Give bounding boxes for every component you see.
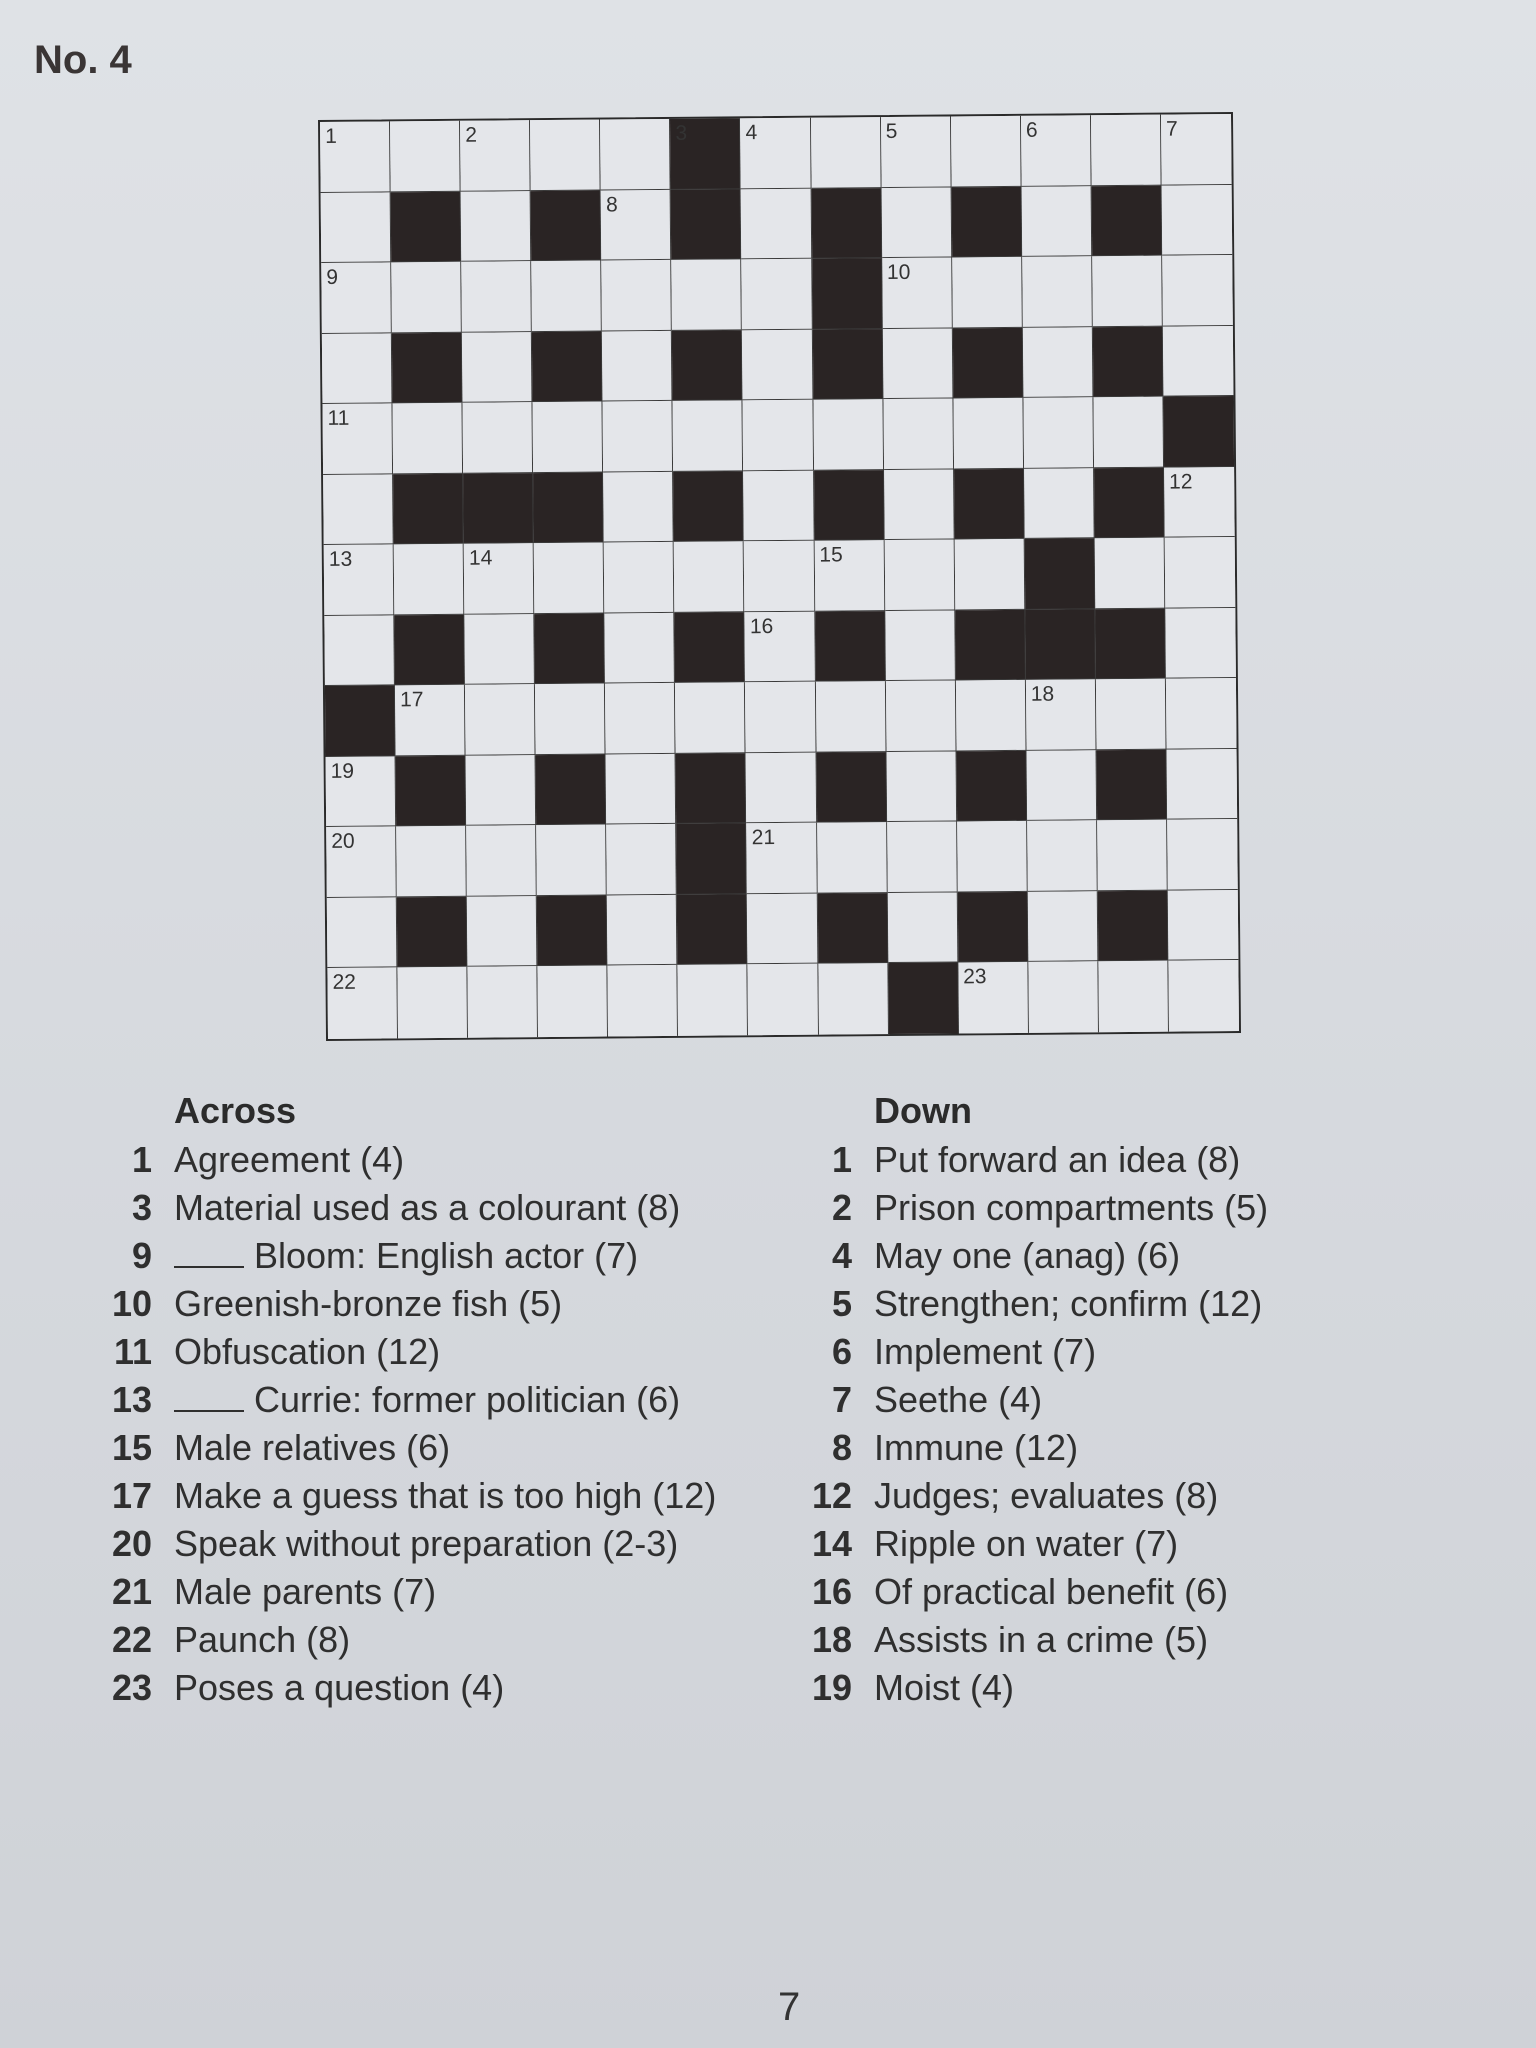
grid-block	[1095, 608, 1166, 679]
grid-cell[interactable]	[1161, 114, 1232, 185]
grid-cell[interactable]	[605, 683, 676, 754]
grid-block	[812, 329, 883, 400]
across-clue	[100, 1184, 760, 1232]
grid-block	[535, 613, 606, 684]
grid-cell[interactable]	[536, 825, 607, 896]
grid-cell[interactable]	[466, 826, 537, 897]
down-clue	[800, 1328, 1360, 1376]
clue-text-content: Moist (4)	[874, 1667, 1015, 1708]
cell-number: 16	[749, 614, 774, 639]
cell-number: 4	[745, 121, 758, 145]
grid-cell[interactable]	[605, 613, 676, 684]
clue-text-content: Prison compartments (5)	[874, 1187, 1269, 1228]
grid-cell[interactable]	[953, 398, 1024, 469]
grid-cell[interactable]	[1027, 821, 1098, 892]
clue-text-content: Judges; evaluates (8)	[874, 1475, 1219, 1516]
grid-block	[1163, 396, 1234, 467]
grid-cell[interactable]	[322, 333, 393, 404]
grid-cell[interactable]	[397, 967, 468, 1038]
grid-block	[953, 327, 1024, 398]
grid-block	[394, 615, 465, 686]
grid-cell[interactable]	[1021, 115, 1092, 186]
grid-cell[interactable]	[602, 260, 673, 331]
across-clue	[100, 1376, 760, 1424]
grid-cell[interactable]	[884, 469, 955, 540]
clue-number: 15	[111, 1427, 152, 1468]
grid-cell[interactable]	[747, 894, 818, 965]
down-clue	[800, 1472, 1360, 1520]
cell-number: 3	[675, 121, 688, 145]
grid-block	[392, 332, 463, 403]
grid-block	[325, 686, 396, 757]
grid-block	[956, 751, 1027, 822]
grid-cell[interactable]	[954, 539, 1025, 610]
grid-cell[interactable]	[747, 823, 818, 894]
grid-cell[interactable]	[327, 968, 398, 1039]
grid-block	[397, 897, 468, 968]
grid-cell[interactable]	[321, 192, 392, 263]
clue-text	[174, 1232, 760, 1280]
clue-text-content: Assists in a crime (5)	[874, 1619, 1209, 1660]
clue-number: 12	[811, 1475, 852, 1516]
clue-text-content: Male parents (7)	[174, 1571, 437, 1612]
grid-block	[672, 330, 743, 401]
grid-block	[951, 186, 1022, 257]
across-heading: Across	[174, 1090, 297, 1131]
down-clue	[800, 1184, 1360, 1232]
grid-cell[interactable]	[1021, 186, 1092, 257]
across-clue	[100, 1328, 760, 1376]
clue-number: 17	[111, 1475, 152, 1516]
clue-number: 13	[111, 1379, 152, 1420]
grid-cell[interactable]	[887, 892, 958, 963]
grid-cell[interactable]	[1026, 750, 1097, 821]
across-clue	[100, 1568, 760, 1616]
grid-block	[1024, 538, 1095, 609]
grid-cell[interactable]	[1165, 608, 1236, 679]
down-clue	[800, 1280, 1360, 1328]
grid-block	[954, 469, 1025, 540]
clue-text-content: Bloom: English actor (7)	[254, 1235, 639, 1276]
grid-cell[interactable]	[745, 682, 816, 753]
clue-text	[874, 1472, 1360, 1520]
grid-cell[interactable]	[1168, 890, 1239, 961]
clue-text	[174, 1520, 760, 1568]
grid-cell[interactable]	[396, 826, 467, 897]
grid-block	[814, 470, 885, 541]
grid-cell[interactable]	[1162, 255, 1233, 326]
grid-cell[interactable]	[604, 542, 675, 613]
cell-number: 22	[332, 971, 356, 995]
grid-cell[interactable]	[881, 187, 952, 258]
grid-cell[interactable]	[1097, 820, 1168, 891]
cell-number: 17	[400, 688, 424, 712]
cell-number: 19	[330, 759, 355, 783]
grid-cell[interactable]	[1098, 961, 1169, 1032]
down-clue	[800, 1136, 1360, 1184]
clue-text	[174, 1616, 760, 1664]
cell-number: 12	[1169, 470, 1193, 494]
grid-block	[391, 191, 462, 262]
grid-cell[interactable]	[1022, 256, 1093, 327]
grid-cell[interactable]	[1167, 819, 1238, 890]
grid-cell[interactable]	[461, 261, 532, 332]
grid-block	[1096, 749, 1167, 820]
grid-cell[interactable]	[673, 400, 744, 471]
grid-cell[interactable]	[393, 403, 464, 474]
clue-text-content: Of practical benefit (6)	[874, 1571, 1229, 1612]
grid-block	[536, 754, 607, 825]
grid-cell[interactable]	[1162, 185, 1233, 256]
grid-block	[396, 756, 467, 827]
clue-number: 21	[111, 1571, 152, 1612]
clue-number: 16	[811, 1571, 852, 1612]
across-clue	[100, 1424, 760, 1472]
grid-cell[interactable]	[535, 684, 606, 755]
down-clue	[800, 1520, 1360, 1568]
across-clue-list	[100, 1136, 760, 1712]
grid-cell[interactable]	[530, 120, 601, 191]
clue-text	[874, 1376, 1360, 1424]
clue-text	[174, 1280, 760, 1328]
across-clue	[100, 1232, 760, 1280]
clue-number: 23	[111, 1667, 152, 1708]
grid-block	[812, 258, 883, 329]
across-clue	[100, 1136, 760, 1184]
clue-number: 7	[831, 1379, 852, 1420]
grid-cell[interactable]	[326, 827, 397, 898]
grid-block	[393, 473, 464, 544]
cell-number: 8	[605, 192, 618, 217]
grid-block	[815, 611, 886, 682]
grid-cell[interactable]	[952, 257, 1023, 328]
cell-number: 7	[1165, 117, 1178, 141]
grid-cell[interactable]	[464, 543, 535, 614]
grid-cell[interactable]	[606, 754, 677, 825]
clue-text	[874, 1616, 1360, 1664]
grid-cell[interactable]	[466, 755, 537, 826]
clue-text	[874, 1184, 1360, 1232]
grid-cell[interactable]	[606, 824, 677, 895]
grid-cell[interactable]	[882, 328, 953, 399]
clue-number: 22	[111, 1619, 152, 1660]
grid-cell[interactable]	[533, 402, 604, 473]
down-clue	[800, 1232, 1360, 1280]
grid-cell[interactable]	[1165, 537, 1236, 608]
grid-cell[interactable]	[327, 897, 398, 968]
grid-cell[interactable]	[607, 895, 678, 966]
grid-cell[interactable]	[463, 402, 534, 473]
cell-number: 21	[751, 826, 776, 850]
grid-block	[1093, 326, 1164, 397]
grid-cell[interactable]	[885, 610, 956, 681]
grid-cell[interactable]	[1028, 962, 1099, 1033]
grid-block	[888, 963, 959, 1034]
grid-block	[532, 331, 603, 402]
across-clue	[100, 1520, 760, 1568]
grid-block	[1098, 891, 1169, 962]
answer-blank	[174, 1382, 244, 1412]
grid-block	[671, 189, 742, 260]
clue-number: 1	[131, 1139, 152, 1180]
grid-cell[interactable]	[1026, 680, 1097, 751]
clue-text	[174, 1568, 760, 1616]
grid-cell[interactable]	[886, 681, 957, 752]
clue-number: 9	[131, 1235, 152, 1276]
grid-cell[interactable]	[883, 399, 954, 470]
down-heading: Down	[874, 1090, 972, 1131]
clue-text	[874, 1424, 1360, 1472]
down-clue-list	[800, 1136, 1360, 1712]
clue-text-content: Implement (7)	[874, 1331, 1097, 1372]
grid-cell[interactable]	[324, 545, 395, 616]
grid-cell[interactable]	[678, 965, 749, 1036]
cell-number: 6	[1025, 118, 1038, 142]
cell-number: 18	[1030, 682, 1055, 707]
grid-cell[interactable]	[600, 119, 671, 190]
down-clues	[800, 1090, 1360, 1712]
grid-block	[673, 471, 744, 542]
grid-cell[interactable]	[951, 116, 1022, 187]
clue-number: 5	[831, 1283, 852, 1324]
grid-cell[interactable]	[467, 896, 538, 967]
page-number: 7	[778, 1985, 801, 2029]
clue-text	[874, 1664, 1360, 1712]
grid-block	[676, 753, 747, 824]
grid-cell[interactable]	[324, 615, 395, 686]
cell-number: 1	[325, 124, 337, 148]
grid-cell[interactable]	[744, 470, 815, 541]
clue-number: 11	[113, 1331, 152, 1372]
down-clue	[800, 1424, 1360, 1472]
grid-cell[interactable]	[531, 261, 602, 332]
grid-cell[interactable]	[811, 117, 882, 188]
clue-number: 6	[831, 1331, 852, 1372]
grid-cell[interactable]	[1166, 678, 1237, 749]
crossword-grid	[318, 112, 1241, 1041]
clue-text	[174, 1424, 760, 1472]
grid-cell[interactable]	[813, 399, 884, 470]
clue-text	[174, 1664, 760, 1712]
grid-cell[interactable]	[674, 542, 745, 613]
grid-block	[1091, 185, 1162, 256]
grid-cell[interactable]	[322, 404, 393, 475]
grid-block	[1025, 609, 1096, 680]
clue-text-content: Ripple on water (7)	[874, 1523, 1179, 1564]
clue-text-content: Make a guess that is too high (12)	[174, 1475, 717, 1516]
clue-text-content: Poses a question (4)	[174, 1667, 505, 1708]
answer-blank	[174, 1238, 244, 1268]
grid-cell[interactable]	[460, 120, 531, 191]
grid-cell[interactable]	[1024, 468, 1095, 539]
grid-cell[interactable]	[746, 753, 817, 824]
grid-cell[interactable]	[882, 258, 953, 329]
grid-block	[675, 612, 746, 683]
clue-text	[174, 1376, 760, 1424]
clue-text-content: Obfuscation (12)	[174, 1331, 441, 1372]
clue-number: 3	[131, 1187, 152, 1228]
clue-number: 2	[831, 1187, 852, 1228]
clue-text-content: Immune (12)	[874, 1427, 1079, 1468]
clue-text	[174, 1472, 760, 1520]
grid-cell[interactable]	[608, 965, 679, 1036]
grid-cell[interactable]	[742, 329, 813, 400]
clue-text	[874, 1280, 1360, 1328]
clue-text	[174, 1136, 760, 1184]
grid-cell[interactable]	[886, 751, 957, 822]
grid-cell[interactable]	[394, 544, 465, 615]
grid-cell[interactable]	[745, 611, 816, 682]
across-clue	[100, 1616, 760, 1664]
grid-cell[interactable]	[743, 400, 814, 471]
clue-number: 8	[831, 1427, 852, 1468]
cell-number: 15	[819, 543, 843, 567]
across-clue	[100, 1280, 760, 1328]
grid-cell[interactable]	[887, 822, 958, 893]
clue-number: 14	[811, 1523, 852, 1564]
cell-number: 13	[328, 547, 353, 572]
grid-block	[811, 188, 882, 259]
clue-text-content: Speak without preparation (2-3)	[174, 1523, 679, 1564]
grid-cell[interactable]	[321, 262, 392, 333]
across-clue	[100, 1664, 760, 1712]
grid-cell[interactable]	[601, 189, 672, 260]
grid-cell[interactable]	[323, 474, 394, 545]
grid-cell[interactable]	[390, 121, 461, 192]
grid-cell[interactable]	[603, 401, 674, 472]
clue-text	[874, 1568, 1360, 1616]
grid-cell[interactable]	[391, 262, 462, 333]
cell-number: 20	[331, 830, 355, 854]
clue-number: 1	[831, 1139, 852, 1180]
grid-cell[interactable]	[602, 331, 673, 402]
clue-text	[174, 1184, 760, 1232]
grid-cell[interactable]	[884, 540, 955, 611]
cell-number: 11	[327, 406, 350, 431]
grid-block	[533, 472, 604, 543]
grid-cell[interactable]	[1095, 538, 1166, 609]
clue-number: 10	[111, 1283, 152, 1324]
grid-block	[1094, 467, 1165, 538]
clue-text-content: Put forward an idea (8)	[874, 1139, 1241, 1180]
grid-cell[interactable]	[464, 614, 535, 685]
grid-cell[interactable]	[742, 259, 813, 330]
grid-cell[interactable]	[672, 259, 743, 330]
grid-cell[interactable]	[468, 967, 539, 1038]
clue-text-content: Greenish-bronze fish (5)	[174, 1283, 563, 1324]
cell-number: 5	[885, 119, 898, 144]
clue-number: 4	[831, 1235, 852, 1276]
clue-text-content: Agreement (4)	[174, 1139, 405, 1180]
clue-text	[174, 1328, 760, 1376]
grid-cell[interactable]	[675, 683, 746, 754]
grid-cell[interactable]	[538, 966, 609, 1037]
grid-block	[670, 118, 741, 189]
grid-cell[interactable]	[744, 541, 815, 612]
grid-cell[interactable]	[603, 472, 674, 543]
grid-cell[interactable]	[1023, 327, 1094, 398]
cell-number: 23	[963, 965, 987, 989]
cell-number: 14	[468, 546, 493, 570]
grid-cell[interactable]	[465, 684, 536, 755]
grid-block	[677, 894, 748, 965]
grid-cell[interactable]	[462, 332, 533, 403]
grid-cell[interactable]	[1028, 891, 1099, 962]
clue-text	[874, 1520, 1360, 1568]
grid-cell[interactable]	[741, 188, 812, 259]
grid-cell[interactable]	[956, 680, 1027, 751]
grid-cell[interactable]	[461, 191, 532, 262]
clue-text-content: Male relatives (6)	[174, 1427, 451, 1468]
grid-cell[interactable]	[1166, 749, 1237, 820]
grid-cell[interactable]	[1093, 397, 1164, 468]
clue-text-content: Strengthen; confirm (12)	[874, 1283, 1263, 1324]
grid-cell[interactable]	[814, 540, 885, 611]
down-clue	[800, 1616, 1360, 1664]
grid-cell[interactable]	[1096, 679, 1167, 750]
clue-text-content: Material used as a colourant (8)	[174, 1187, 681, 1228]
grid-cell[interactable]	[534, 543, 605, 614]
down-clue	[800, 1568, 1360, 1616]
clue-text	[874, 1232, 1360, 1280]
down-clue	[800, 1376, 1360, 1424]
grid-cell[interactable]	[1163, 326, 1234, 397]
grid-cell[interactable]	[326, 756, 397, 827]
grid-cell[interactable]	[815, 681, 886, 752]
clue-text-content: Paunch (8)	[174, 1619, 351, 1660]
clue-number: 19	[811, 1667, 852, 1708]
across-clues	[100, 1090, 760, 1712]
grid-cell[interactable]	[818, 964, 889, 1035]
grid-block	[531, 190, 602, 261]
grid-block	[957, 892, 1028, 963]
grid-block	[677, 824, 748, 895]
across-clue	[100, 1472, 760, 1520]
grid-cell[interactable]	[958, 962, 1029, 1033]
puzzle-title: No. 4	[34, 38, 132, 82]
clue-number: 20	[111, 1523, 152, 1564]
grid-cell[interactable]	[1091, 115, 1162, 186]
grid-cell[interactable]	[1092, 256, 1163, 327]
grid-cell[interactable]	[881, 116, 952, 187]
grid-cell[interactable]	[740, 118, 811, 189]
grid-block	[537, 895, 608, 966]
grid-cell[interactable]	[320, 121, 391, 192]
grid-block	[955, 610, 1026, 681]
cell-number: 9	[326, 265, 339, 290]
cell-number: 2	[465, 123, 478, 147]
clue-text-content: May one (anag) (6)	[874, 1235, 1181, 1276]
grid-block	[463, 473, 534, 544]
grid-cell[interactable]	[817, 822, 888, 893]
grid-cell[interactable]	[957, 821, 1028, 892]
grid-block	[817, 893, 888, 964]
grid-cell[interactable]	[1164, 467, 1235, 538]
cell-number: 10	[886, 260, 911, 285]
grid-cell[interactable]	[1168, 960, 1239, 1031]
grid-cell[interactable]	[395, 685, 466, 756]
clue-text	[874, 1328, 1360, 1376]
grid-block	[816, 752, 887, 823]
grid-cell[interactable]	[748, 964, 819, 1035]
clue-text	[874, 1136, 1360, 1184]
clue-text-content: Seethe (4)	[874, 1379, 1043, 1420]
down-clue	[800, 1664, 1360, 1712]
clue-text-content: Currie: former politician (6)	[254, 1379, 681, 1420]
clue-number: 18	[811, 1619, 852, 1660]
grid-cell[interactable]	[1023, 397, 1094, 468]
